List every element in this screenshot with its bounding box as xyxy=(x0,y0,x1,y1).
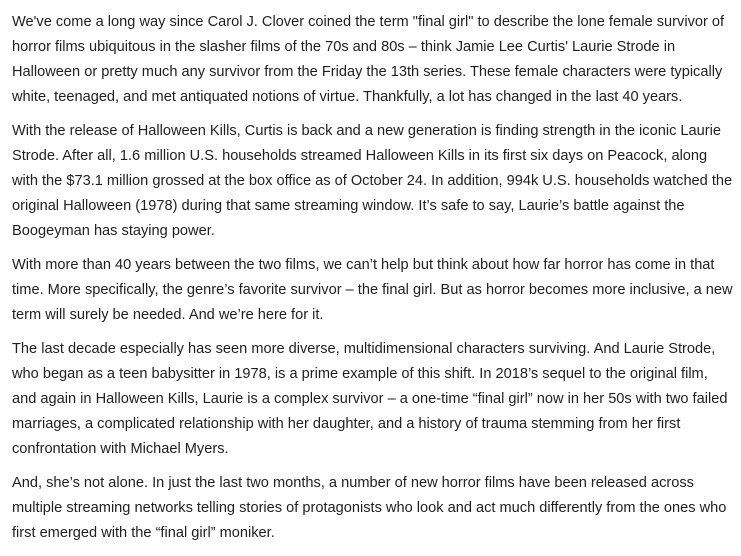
paragraph-halloween-kills-release: With the release of Halloween Kills, Curtis is back and a new generation is finding strength in the iconic Laurie Strode. After all, 1.6 million U.S. households streamed Halloween Kills in its first six days on Peacock, along with the $73.1 million grossed at the box office as of October 24. In addition, 994k U.S. households watched the original Halloween (1978) during that same streaming window. It’s safe to say, Laurie’s battle against the Boogeyman has staying power. xyxy=(12,123,733,239)
paragraph-new-horror-films: And, she’s not alone. In just the last two months, a number of new horror films have been released across multiple streaming networks telling stories of protagonists who look and act much differently from the ones who first emerged with the “final girl” moniker. xyxy=(12,475,727,541)
paragraph-final-girl-intro: We've come a long way since Carol J. Clover coined the term "final girl" to describe the lone female survivor of horror films ubiquitous in the slasher films of the 70s and 80s – think Jamie Lee Curtis' Laurie Strode in Halloween or pretty much any survivor from the Friday the 13th series. These female characters were typically white, teenaged, and met antiquated notions of virtue. Thankfully, a lot has changed in the last 40 years. xyxy=(12,14,725,105)
paragraph-laurie-strode-shift: The last decade especially has seen more diverse, multidimensional characters surviving. And Laurie Strode, who began as a teen babysitter in 1978, is a prime example of this shift. In 2018’s sequel to the original film, and again in Halloween Kills, Laurie is a complex survivor – a one-time “final girl” now in her 50s with two failed marriages, a complicated relationship with her daughter, and a history of trauma stemming from her first confrontation with Michael Myers. xyxy=(12,341,728,457)
article-body xyxy=(12,10,734,555)
paragraph-horror-evolution: With more than 40 years between the two films, we can’t help but think about how far horror has come in that time. More specifically, the genre’s favorite survivor – the final girl. But as horror becomes more inclusive, a new term will surely be needed. And we’re here for it. xyxy=(12,257,733,323)
